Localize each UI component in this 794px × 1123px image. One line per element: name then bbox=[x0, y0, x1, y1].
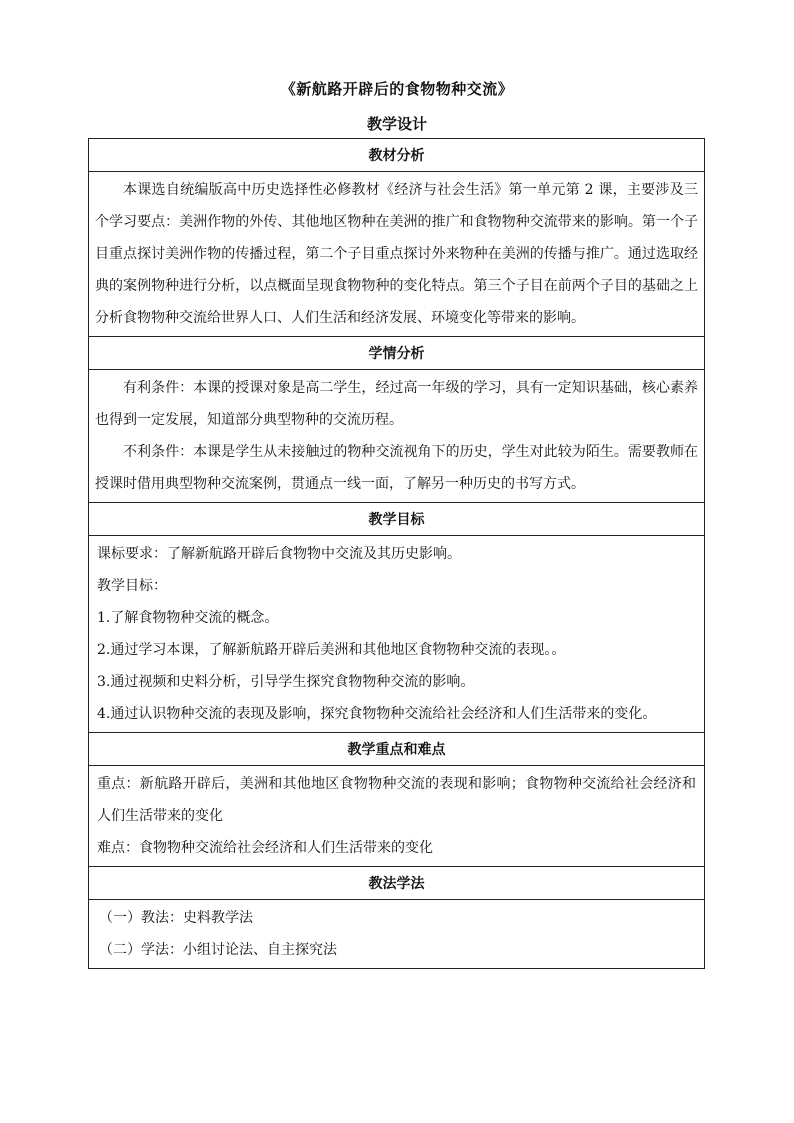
objective-item: 4.通过认识物种交流的表现及影响，探究食物物种交流给社会经济和人们生活带来的变化。 bbox=[97, 706, 657, 722]
document-subtitle: 教学设计 bbox=[366, 115, 427, 133]
teaching-method-text: （一）教法：史料教学法 bbox=[99, 910, 253, 926]
methods-cell bbox=[89, 900, 705, 969]
focus-cell bbox=[89, 766, 705, 867]
objectives-cell bbox=[89, 536, 705, 733]
objectives-label: 教学目标： bbox=[97, 578, 167, 594]
lesson-plan-table bbox=[88, 138, 705, 969]
objective-item: 2.通过学习本课，了解新航路开辟后美洲和其他地区食物物种交流的表现。。 bbox=[97, 642, 566, 658]
learning-method-text: （二）学法：小组讨论法、自主探究法 bbox=[99, 942, 337, 958]
section-heading-objectives: 教学目标 bbox=[89, 503, 705, 536]
section-heading-focus: 教学重点和难点 bbox=[89, 733, 705, 766]
curriculum-requirement-text: 课标要求：了解新航路开辟后食物物中交流及其历史影响。 bbox=[97, 546, 461, 562]
favorable-conditions-text: 有利条件：本课的授课对象是高二学生，经过高一年级的学习，具有一定知识基础，核心素养也得到一定发展，知道部分典型物种的交流历程。 bbox=[95, 380, 698, 428]
section-heading-textbook: 教材分析 bbox=[89, 139, 705, 172]
objective-item: 1.了解食物物种交流的概念。 bbox=[97, 610, 279, 626]
textbook-analysis-text: 本课选自统编版高中历史选择性必修教材《经济与社会生活》第一单元第 2 课，主要涉及三个学习要点：美洲作物的外传、其他地区物种在美洲的推广和食物物种交流带来的影响。第一个子目重点探讨美洲作物的传播过程，第二个子目重点探讨外来物种在美洲的传播与推广。通过选取经典的案例物种进行分析，以点概面呈现食物物种的变化特点。第三个子目在前两个子目的基础之上分析食物物种交流给世界人口、人们生活和经济发展、环境变化等带来的影响。 bbox=[89, 172, 705, 337]
student-analysis-cell bbox=[89, 370, 705, 503]
difficulty-text: 难点：食物物种交流给社会经济和人们生活带来的变化 bbox=[97, 840, 433, 856]
section-heading-students: 学情分析 bbox=[89, 337, 705, 370]
objective-item: 3.通过视频和史料分析，引导学生探究食物物种交流的影响。 bbox=[97, 674, 475, 690]
section-heading-methods: 教法学法 bbox=[89, 867, 705, 900]
unfavorable-conditions-text: 不利条件：本课是学生从未接触过的物种交流视角下的历史，学生对此较为陌生。需要教师在授课时借用典型物种交流案例，贯通点一线一面，了解另一种历史的书写方式。 bbox=[95, 444, 698, 492]
document-title: 《新航路开辟后的食物物种交流》 bbox=[280, 80, 514, 98]
key-points-text: 重点：新航路开辟后，美洲和其他地区食物物种交流的表现和影响；食物物种交流给社会经济和人们生活带来的变化 bbox=[97, 776, 696, 824]
